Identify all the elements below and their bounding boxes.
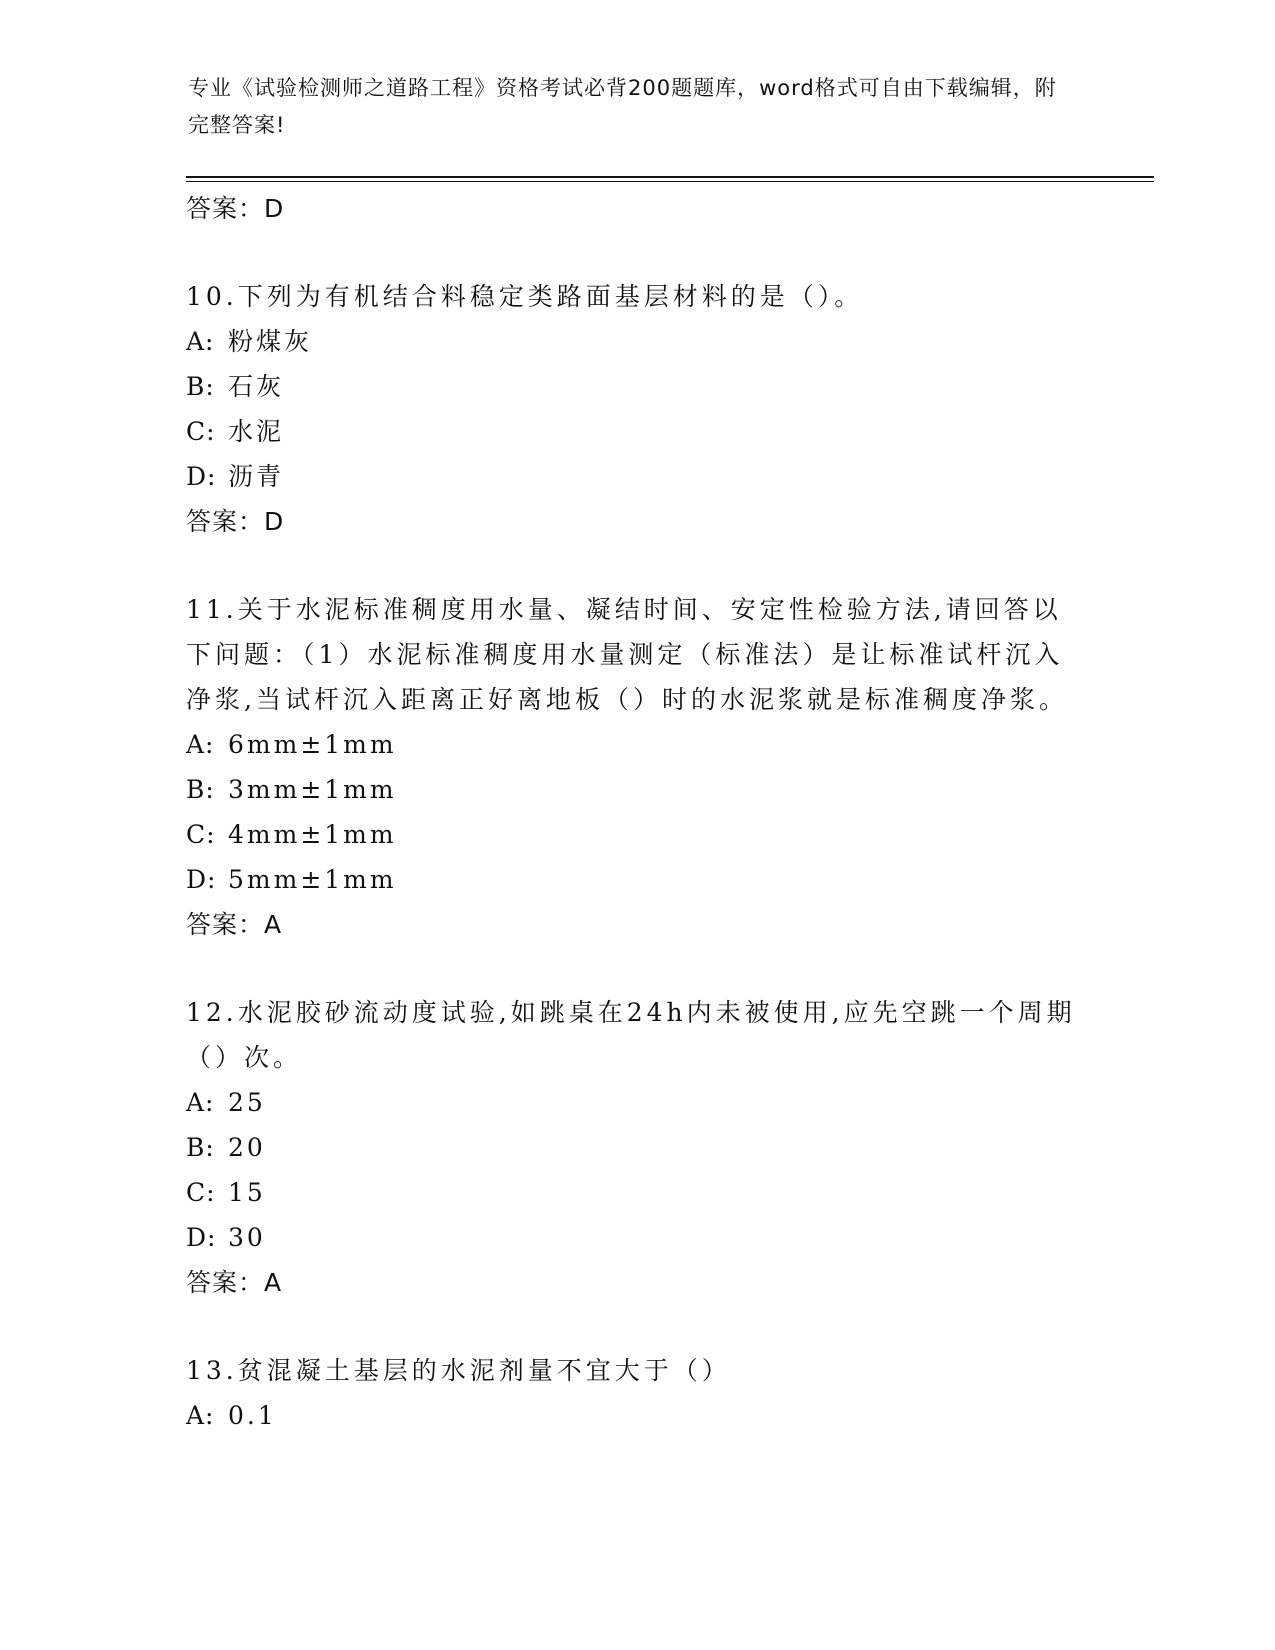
option-text: 25 xyxy=(228,1088,266,1117)
option-text: 石灰 xyxy=(228,372,285,401)
option-key: C: xyxy=(186,417,216,446)
question-text: 12.水泥胶砂流动度试验,如跳桌在24h内未被使用,应先空跳一个周期（）次。 xyxy=(186,998,1076,1072)
option-b xyxy=(186,767,1086,812)
option-c xyxy=(186,409,1086,454)
page-header: 专业《试验检测师之道路工程》资格考试必背200题题库，word格式可自由下载编辑，附完整答案! xyxy=(188,76,1057,137)
option-b xyxy=(186,364,1086,409)
header-divider-thick xyxy=(186,176,1154,178)
question-text: 10.下列为有机结合料稳定类路面基层材料的是（）。 xyxy=(186,282,864,311)
question-text: 13.贫混凝土基层的水泥剂量不宜大于（） xyxy=(186,1356,731,1385)
question-block xyxy=(186,1348,1086,1438)
option-key: B: xyxy=(186,1133,215,1162)
option-key: C: xyxy=(186,820,216,849)
option-key: B: xyxy=(186,372,215,401)
previous-answer: 答案：D xyxy=(186,194,285,223)
option-key: C: xyxy=(186,1178,216,1207)
question-block xyxy=(186,990,1086,1306)
answer-line: 答案：D xyxy=(186,507,285,536)
option-key: A: xyxy=(186,730,215,759)
option-key: A: xyxy=(186,1088,215,1117)
answer-line: 答案：A xyxy=(186,910,283,939)
option-b xyxy=(186,1125,1086,1170)
option-a xyxy=(186,1393,1086,1438)
option-text: 4mm±1mm xyxy=(228,820,397,849)
option-text: 30 xyxy=(228,1223,266,1252)
option-d xyxy=(186,857,1086,902)
option-c xyxy=(186,1170,1086,1215)
option-text: 沥青 xyxy=(228,462,285,491)
option-d xyxy=(186,1215,1086,1260)
document-body xyxy=(186,186,1086,1438)
option-c xyxy=(186,812,1086,857)
question-text: 11.关于水泥标准稠度用水量、凝结时间、安定性检验方法,请回答以下问题：（1）水泥标准稠度用水量测定（标准法）是让标准试杆沉入净浆,当试杆沉入距离正好离地板（）时的水泥浆就是标准稠度净浆。 xyxy=(186,595,1068,714)
option-a xyxy=(186,1080,1086,1125)
option-text: 15 xyxy=(228,1178,266,1207)
header-divider-thin xyxy=(186,181,1154,182)
option-text: 0.1 xyxy=(228,1401,277,1430)
option-text: 3mm±1mm xyxy=(228,775,397,804)
option-key: B: xyxy=(186,775,215,804)
option-key: A: xyxy=(186,327,215,356)
question-block xyxy=(186,274,1086,545)
answer-line: 答案：A xyxy=(186,1268,283,1297)
option-key: D: xyxy=(186,865,217,894)
option-text: 水泥 xyxy=(228,417,285,446)
option-text: 20 xyxy=(228,1133,266,1162)
option-key: A: xyxy=(186,1401,215,1430)
option-key: D: xyxy=(186,1223,217,1252)
option-a xyxy=(186,722,1086,767)
option-a xyxy=(186,319,1086,364)
option-text: 粉煤灰 xyxy=(228,327,313,356)
option-d xyxy=(186,454,1086,499)
question-block xyxy=(186,587,1086,948)
option-key: D: xyxy=(186,462,217,491)
option-text: 5mm±1mm xyxy=(228,865,397,894)
option-text: 6mm±1mm xyxy=(228,730,397,759)
